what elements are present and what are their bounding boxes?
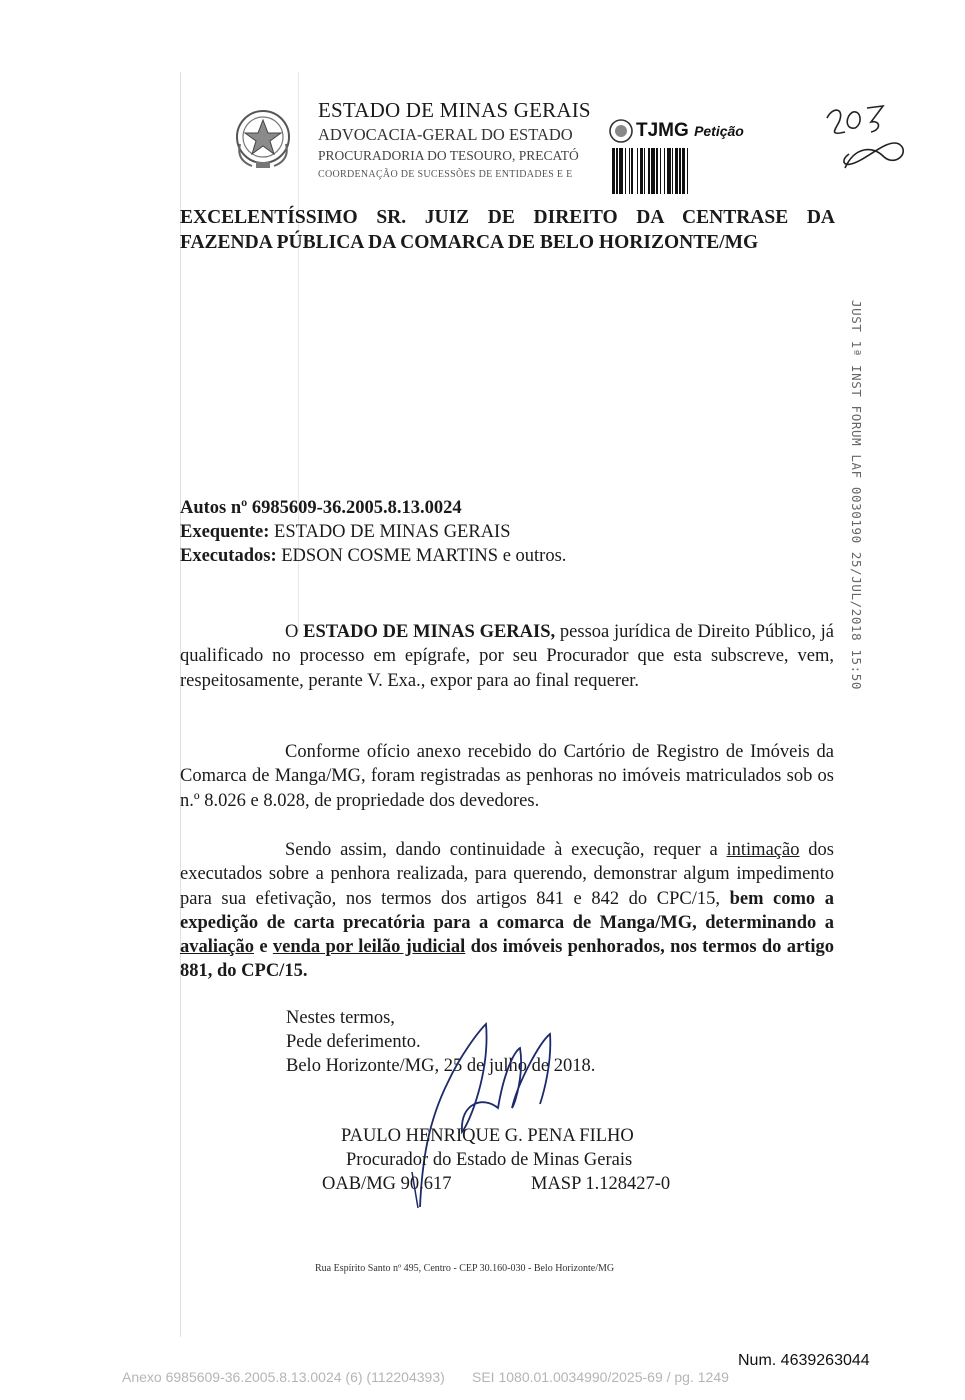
tjmg-stamp-type: Petição — [694, 123, 744, 139]
signer-name: PAULO HENRIQUE G. PENA FILHO — [341, 1126, 634, 1146]
p3-bold-c: dos imóveis penhorados, nos termos do artigo 881, do CPC/15. — [180, 937, 835, 982]
signer-role: Procurador do Estado de Minas Gerais — [346, 1150, 633, 1170]
p1-text: pessoa jurídica de Direito Público, já qualificado no processo em epígrafe, por seu Procurador que esta subscreve, vem, respeitosamente, perante V. Exa., expor para ao final requerer. — [180, 622, 835, 691]
tjmg-seal-icon — [608, 118, 634, 144]
paragraph-intro — [180, 620, 834, 693]
p3-intimacao: intimação — [726, 840, 800, 860]
coat-of-arms-icon — [232, 104, 294, 172]
p3-avaliacao: avaliação — [180, 937, 254, 958]
p2-text: Conforme ofício anexo recebido do Cartório de Registro de Imóveis da Comarca de Manga/MG, foram registradas as penhoras no imóveis matriculados sob os n.º 8.026 e 8.028, de propriedade dos devedores. — [180, 742, 834, 811]
signer-masp: MASP 1.128427-0 — [531, 1174, 671, 1194]
p3-venda-leilao: venda por leilão judicial — [272, 937, 466, 958]
p3-text-b: dos executados sobre a penhora realizada, para querendo, demonstrar algum impedimento para sua efetivação, nos termos dos artigos 841 e 842 do CPC/15, — [180, 840, 834, 909]
case-number — [180, 498, 462, 519]
document-number: Num. 4639263044 — [738, 1352, 870, 1369]
paragraph-request — [180, 838, 834, 984]
paragraph-registry — [180, 740, 834, 813]
case-exequente — [180, 522, 511, 543]
header-title: ESTADO DE MINAS GERAIS — [318, 98, 591, 122]
case-executados — [180, 546, 566, 567]
case-number-label: Autos nº — [180, 498, 248, 518]
exequente-value: ESTADO DE MINAS GERAIS — [274, 522, 511, 542]
handwritten-page-number — [815, 98, 915, 178]
protocol-stamp: JUST 1ª INST FORUM LAF 0030190 25/JUL/2018 15:50 — [849, 300, 864, 691]
p3-text-a: Sendo assim, dando continuidade à execução, requer a — [285, 840, 718, 860]
barcode-bar — [688, 148, 692, 194]
case-number-value: 6985609-36.2005.8.13.0024 — [251, 498, 462, 518]
executados-value: EDSON COSME MARTINS — [281, 546, 499, 566]
barcode — [612, 148, 777, 194]
exequente-label: Exequente: — [180, 522, 270, 542]
p3-bold-e: e — [259, 937, 268, 958]
scan-line-left — [180, 72, 181, 1337]
annex-reference: Anexo 6985609-36.2005.8.13.0024 (6) (112204393) SEI 1080.01.0034990/2025-69 / pg. 1249 — [122, 1369, 729, 1385]
header-department: PROCURADORIA DO TESOURO, PRECATÓ — [318, 148, 579, 163]
addressee: EXCELENTÍSSIMO SR. JUIZ DE DIREITO DA CENTRASE DA FAZENDA PÚBLICA DA COMARCA DE BELO HORIZONTE/MG — [180, 207, 835, 253]
footer-address: Rua Espírito Santo nº 495, Centro - CEP 30.160-030 - Belo Horizonte/MG — [315, 1263, 615, 1274]
tjmg-brand: TJMG — [636, 120, 689, 141]
signer-oab: OAB/MG 90.617 — [322, 1174, 452, 1194]
executados-label: Executados: — [180, 546, 277, 566]
closing-line-1: Nestes termos, — [286, 1008, 395, 1028]
closing-line-2: Pede deferimento. — [286, 1032, 421, 1052]
executados-suffix: e outros. — [502, 546, 567, 566]
p1-article: O — [285, 622, 299, 642]
header-agency: ADVOCACIA-GERAL DO ESTADO — [318, 125, 573, 144]
header-coordination: COORDENAÇÃO DE SUCESSÕES DE ENTIDADES E E — [318, 169, 573, 180]
p3-bold-a: bem como a expedição de carta precatória para a comarca de Manga/MG, determinando a — [180, 888, 834, 933]
tjmg-stamp-label — [636, 120, 744, 142]
p1-party: ESTADO DE MINAS GERAIS, — [303, 622, 556, 642]
closing-date: Belo Horizonte/MG, 25 de julho de 2018. — [286, 1056, 596, 1076]
